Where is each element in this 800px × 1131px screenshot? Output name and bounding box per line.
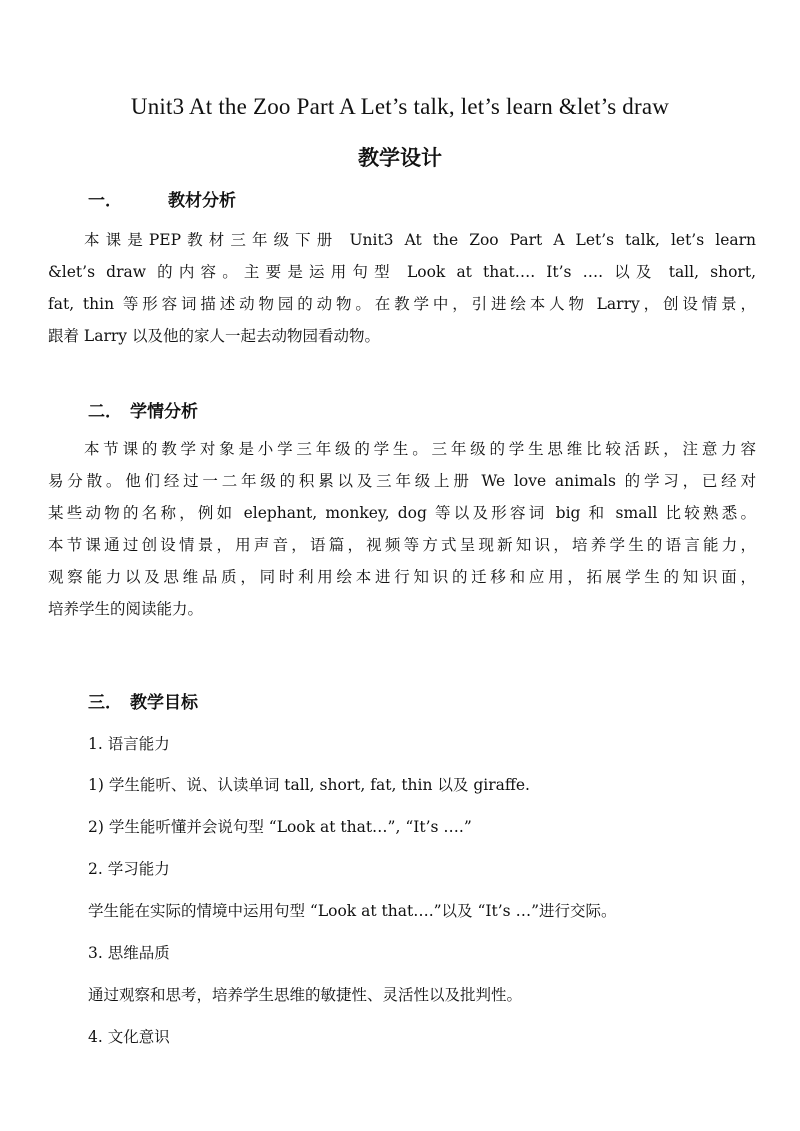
section-title: 教学目标 xyxy=(130,693,198,713)
paragraph-line: fat, thin 等形容词描述动物园的动物。在教学中，引进绘本人物 Larry，创设情景， xyxy=(48,295,756,313)
section-heading-teaching-goals xyxy=(88,688,198,713)
goal-item: 学生能在实际的情境中运用句型 “Look at that….”以及 “It’s …”进行交际。 xyxy=(88,902,617,920)
paragraph-line: 跟着 Larry 以及他的家人一起去动物园看动物。 xyxy=(48,327,380,345)
paragraph-line: 本课是PEP教材三年级下册 Unit3 At the Zoo Part A Let’s talk, let’s learn xyxy=(84,231,756,249)
paragraph-line: 观察能力以及思维品质，同时利用绘本进行知识的迁移和应用，拓展学生的知识面， xyxy=(48,568,756,586)
section-heading-learner-analysis xyxy=(88,397,198,422)
goal-heading-language: 1. 语言能力 xyxy=(88,735,170,753)
paragraph-line: 培养学生的阅读能力。 xyxy=(48,600,204,618)
section-number: 三． xyxy=(88,693,122,713)
paragraph-line: 本节课通过创设情景，用声音，语篇，视频等方式呈现新知识，培养学生的语言能力， xyxy=(48,536,756,554)
goal-item: 2) 学生能听懂并会说句型 “Look at that…”, “It’s ….” xyxy=(88,818,472,836)
paragraph-line: 易分散。他们经过一二年级的积累以及三年级上册 We love animals 的学习，已经对 xyxy=(48,472,756,490)
paragraph-line: 某些动物的名称，例如 elephant, monkey, dog 等以及形容词 big 和 small 比较熟悉。 xyxy=(48,504,756,522)
goal-heading-thinking: 3. 思维品质 xyxy=(88,944,170,962)
document-title: Unit3 At the Zoo Part A Let’s talk, let’s learn &let’s draw xyxy=(130,94,670,119)
paragraph-line: 本节课的教学对象是小学三年级的学生。三年级的学生思维比较活跃，注意力容 xyxy=(84,440,756,458)
section-number: 一． xyxy=(88,191,122,211)
goal-heading-culture: 4. 文化意识 xyxy=(88,1028,170,1046)
goal-heading-learning: 2. 学习能力 xyxy=(88,860,170,878)
document-subtitle: 教学设计 xyxy=(358,146,442,170)
goal-item: 通过观察和思考，培养学生思维的敏捷性、灵活性以及批判性。 xyxy=(88,986,523,1004)
section-number: 二． xyxy=(88,402,122,422)
section-heading-textbook-analysis xyxy=(88,186,236,211)
section-title: 教材分析 xyxy=(168,191,236,211)
paragraph-line: &let’s draw 的内容。主要是运用句型 Look at that…. It’s …. 以及 tall, short, xyxy=(48,263,756,281)
goal-item: 1) 学生能听、说、认读单词 tall, short, fat, thin 以及 giraffe. xyxy=(88,776,530,794)
paragraph-learner-analysis xyxy=(48,433,756,625)
section-title: 学情分析 xyxy=(130,402,198,422)
paragraph-textbook-analysis xyxy=(48,224,756,352)
